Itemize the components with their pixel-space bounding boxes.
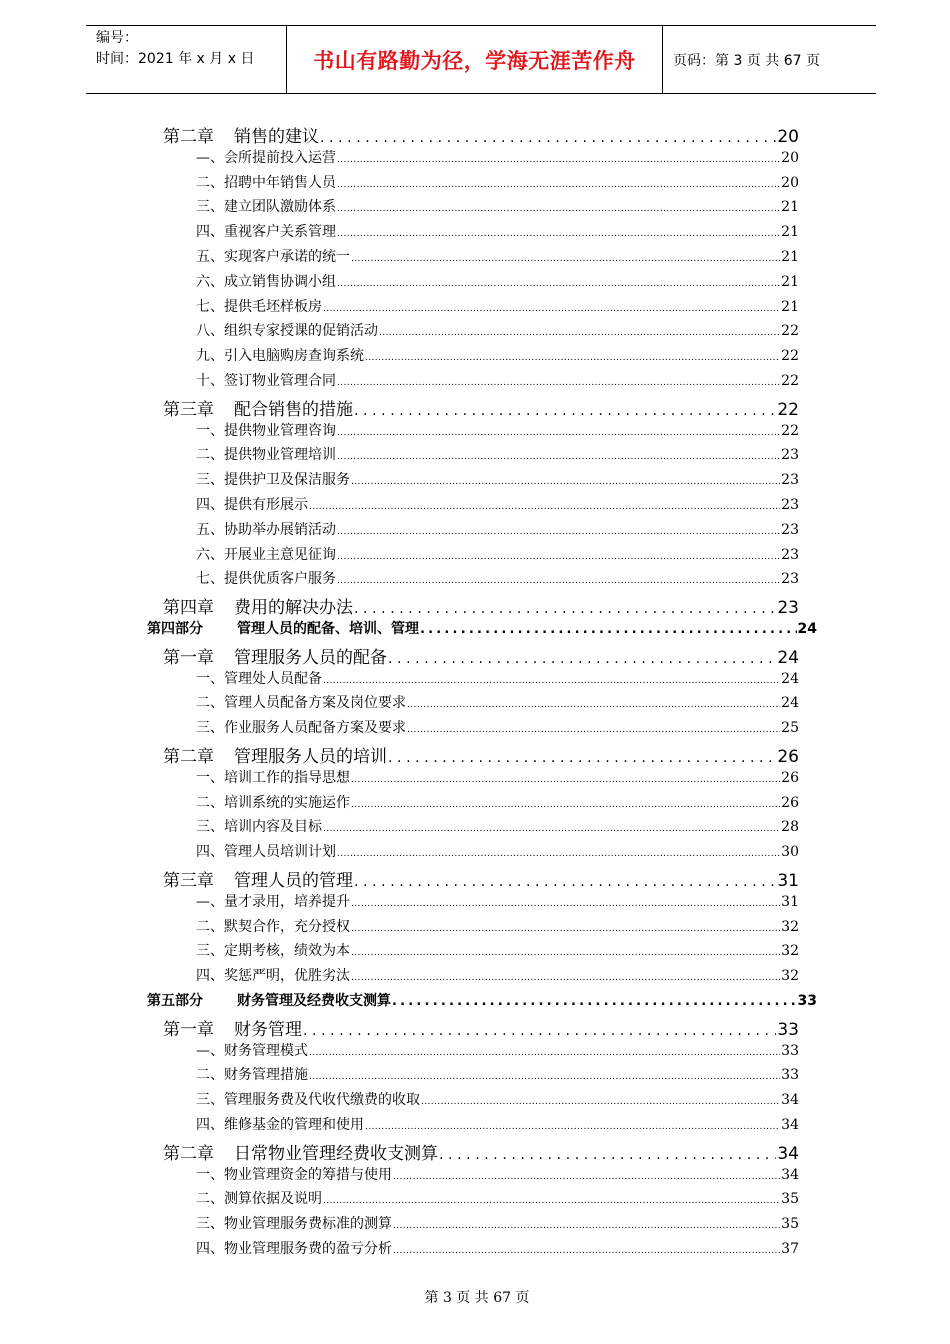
toc-entry-title: 三、管理服务费及代收代缴费的收取 <box>196 1092 420 1109</box>
toc-leader-dots <box>337 552 780 562</box>
toc-entry-title <box>147 990 391 1010</box>
toc-entry-page: 23 <box>781 472 799 489</box>
toc-leader-dots <box>392 994 797 1009</box>
toc-entry-title-text: 销售的建议 <box>234 127 319 147</box>
toc-entry-sec[interactable] <box>196 767 799 791</box>
toc-entry-page: 21 <box>781 249 799 265</box>
header-page-label: 页码：第 3 页 共 67 页 <box>673 52 820 69</box>
toc-leader-dots <box>337 229 780 239</box>
toc-entry-page: 26 <box>777 747 799 767</box>
toc-entry-title: 二、财务管理措施 <box>196 1067 308 1084</box>
toc-leader-dots <box>309 1048 780 1058</box>
toc-entry-title-text: 财务管理 <box>234 1019 302 1040</box>
toc-entry-number: 第三章 <box>163 871 214 891</box>
toc-entry-title: 二、招聘中年销售人员 <box>196 174 336 191</box>
toc-entry-page: 35 <box>781 1191 799 1208</box>
toc-entry-number: 第一章 <box>163 1019 214 1040</box>
toc-entry-page: 31 <box>781 893 799 910</box>
toc-entry-sec[interactable] <box>196 469 799 493</box>
toc-entry-sec[interactable] <box>196 1238 799 1262</box>
toc-entry-ch[interactable] <box>163 122 799 146</box>
toc-entry-sec[interactable] <box>196 940 799 964</box>
toc-leader-dots <box>337 428 780 438</box>
toc-leader-dots <box>354 601 776 617</box>
toc-entry-sec[interactable] <box>196 792 799 816</box>
toc-entry-page: 34 <box>781 1166 799 1183</box>
toc-entry-title: 六、开展业主意见征询 <box>196 546 336 563</box>
toc-entry-sec[interactable] <box>196 668 799 692</box>
toc-entry-number: 第三章 <box>163 399 214 420</box>
toc-entry-number: 第二章 <box>163 1143 214 1164</box>
toc-entry-title: 三、提供护卫及保洁服务 <box>196 472 350 489</box>
toc-entry-part[interactable] <box>147 618 817 642</box>
toc-entry-sec[interactable] <box>196 1114 799 1138</box>
toc-entry-title <box>163 1139 438 1164</box>
toc-entry-page: 22 <box>777 399 799 420</box>
toc-entry-title: 一、培训工作的指导思想 <box>196 769 350 786</box>
toc-entry-number: 第五部分 <box>147 993 203 1009</box>
toc-entry-title: —、财务管理模式 <box>196 1042 308 1059</box>
toc-leader-dots <box>407 700 780 710</box>
toc-entry-page: 20 <box>781 174 799 191</box>
toc-entry-page: 22 <box>781 323 799 340</box>
toc-entry-title: 三、定期考核，绩效为本 <box>196 943 350 960</box>
toc-entry-title: 六、成立销售协调小组 <box>196 273 336 290</box>
toc-leader-dots <box>420 622 797 637</box>
toc-entry-title <box>163 593 353 618</box>
toc-entry-title: 二、培训系统的实施运作 <box>196 794 350 811</box>
toc-entry-page: 22 <box>781 348 799 365</box>
toc-entry-title: 三、作业服务人员配备方案及要求 <box>196 720 406 737</box>
toc-entry-title <box>163 395 353 420</box>
toc-leader-dots <box>337 180 780 190</box>
toc-leader-dots <box>365 353 780 363</box>
toc-leader-dots <box>351 899 780 909</box>
toc-entry-page: 34 <box>777 1143 799 1164</box>
toc-entry-number: 第一章 <box>163 647 214 668</box>
toc-entry-page: 30 <box>781 844 799 861</box>
toc-entry-sec[interactable] <box>196 965 799 989</box>
toc-leader-dots <box>337 527 780 537</box>
toc-entry-part[interactable] <box>147 990 817 1014</box>
toc-entry-number: 第二章 <box>163 747 214 767</box>
toc-entry-page: 21 <box>781 199 799 216</box>
toc-entry-page: 21 <box>781 224 799 241</box>
toc-leader-dots <box>393 1221 780 1231</box>
toc-entry-title: 五、协助举办展销活动 <box>196 521 336 538</box>
toc-leader-dots <box>354 403 776 419</box>
toc-entry-title: 二、测算依据及说明 <box>196 1191 322 1208</box>
toc-entry-title: 一、管理处人员配备 <box>196 670 322 687</box>
toc-leader-dots <box>393 1172 780 1182</box>
toc-entry-title: 一、物业管理资金的筹措与使用 <box>196 1166 392 1183</box>
toc-entry-sec[interactable] <box>196 1040 799 1064</box>
toc-entry-sec[interactable] <box>196 444 799 468</box>
toc-leader-dots <box>337 452 780 462</box>
toc-entry-title: 九、引入电脑购房查询系统 <box>196 348 364 365</box>
toc-entry-page: 32 <box>781 968 799 985</box>
toc-leader-dots <box>303 1023 776 1039</box>
toc-entry-page: 24 <box>781 695 799 712</box>
toc-entry-sec[interactable] <box>196 420 799 444</box>
toc-leader-dots <box>351 948 780 958</box>
toc-entry-title <box>163 643 387 668</box>
toc-leader-dots <box>421 1097 780 1107</box>
toc-entry-page: 31 <box>777 871 799 891</box>
toc-entry-sec[interactable] <box>196 544 799 568</box>
toc-entry-sec[interactable] <box>196 246 799 270</box>
toc-entry-title-text: 日常物业管理经费收支测算 <box>234 1143 438 1164</box>
header-motto: 书山有路勤为径，学海无涯苦作舟 <box>286 26 663 93</box>
toc-entry-page: 24 <box>781 670 799 687</box>
header-time-label: 时间：2021 年 x 月 x 日 <box>96 51 255 67</box>
toc-entry-page: 34 <box>781 1117 799 1133</box>
toc-entry-page: 21 <box>781 273 799 290</box>
toc-entry-sec[interactable] <box>196 172 799 196</box>
toc-entry-page: 24 <box>797 621 817 637</box>
header-meta <box>86 26 286 93</box>
toc-entry-title: 一、提供物业管理咨询 <box>196 422 336 439</box>
toc-leader-dots <box>320 130 776 146</box>
toc-entry-page: 33 <box>781 1067 799 1084</box>
toc-entry-page: 23 <box>781 521 799 538</box>
toc-entry-title: 五、实现客户承诺的统一 <box>196 249 350 265</box>
toc-entry-page: 28 <box>781 819 799 836</box>
toc-entry-title <box>163 866 353 891</box>
toc-entry-page: 23 <box>781 571 799 588</box>
toc-entry-ch[interactable] <box>163 395 799 419</box>
toc-entry-title-text: 管理服务人员的配备 <box>234 647 387 668</box>
toc-entry-number: 第四章 <box>163 598 214 619</box>
toc-entry-page: 33 <box>777 1019 799 1040</box>
toc-entry-sec[interactable] <box>196 1089 799 1113</box>
toc-entry-page: 20 <box>777 127 799 147</box>
toc-entry-ch[interactable] <box>163 643 799 667</box>
toc-entry-title: 四、重视客户关系管理 <box>196 224 336 241</box>
page-header <box>86 25 876 94</box>
toc-leader-dots <box>309 1072 780 1082</box>
toc-leader-dots <box>337 849 780 859</box>
toc-entry-page: 37 <box>781 1241 799 1257</box>
toc-entry-title-text: 管理服务人员的培训 <box>234 747 387 767</box>
toc-entry-sec[interactable] <box>196 196 799 220</box>
toc-leader-dots <box>393 1246 780 1256</box>
toc-entry-number: 第二章 <box>163 127 214 147</box>
toc-entry-title-text: 管理人员的配备、培训、管理 <box>237 621 419 637</box>
toc-entry-title: —、会所提前投入运营 <box>196 149 336 166</box>
toc-entry-sec[interactable] <box>196 370 799 394</box>
toc-leader-dots <box>351 254 780 264</box>
toc-entry-title: 三、建立团队激励体系 <box>196 199 336 216</box>
toc-leader-dots <box>365 1122 780 1132</box>
toc-entry-page: 32 <box>781 918 799 935</box>
toc-entry-title: 二、默契合作，充分授权 <box>196 918 350 935</box>
toc-entry-title <box>147 618 419 638</box>
toc-entry-title: 十、签订物业管理合同 <box>196 373 336 389</box>
toc-entry-title <box>163 122 319 147</box>
toc-leader-dots <box>337 576 780 586</box>
toc-entry-title: 四、提供有形展示 <box>196 497 308 513</box>
toc-entry-ch[interactable] <box>163 593 799 617</box>
toc-leader-dots <box>323 824 780 834</box>
toc-leader-dots <box>351 924 780 934</box>
toc-entry-ch[interactable] <box>163 742 799 766</box>
toc-leader-dots <box>351 477 780 487</box>
toc-entry-ch[interactable] <box>163 1139 799 1163</box>
toc-entry-sec[interactable] <box>196 296 799 320</box>
toc-entry-sec[interactable] <box>196 147 799 171</box>
toc-leader-dots <box>379 328 780 338</box>
toc-entry-sec[interactable] <box>196 221 799 245</box>
toc-entry-page: 23 <box>781 546 799 563</box>
toc-leader-dots <box>309 502 780 512</box>
toc-entry-sec[interactable] <box>196 816 799 840</box>
toc-leader-dots <box>337 204 780 214</box>
toc-entry-ch[interactable] <box>163 866 799 890</box>
toc-entry-sec[interactable] <box>196 519 799 543</box>
toc-entry-page: 24 <box>777 647 799 668</box>
toc-entry-sec[interactable] <box>196 1064 799 1088</box>
toc-entry-sec[interactable] <box>196 717 799 741</box>
toc-entry-page: 23 <box>777 598 799 619</box>
toc-entry-sec[interactable] <box>196 1164 799 1188</box>
toc-entry-title: —、量才录用，培养提升 <box>196 893 350 910</box>
toc-leader-dots <box>337 279 780 289</box>
toc-leader-dots <box>351 973 780 983</box>
toc-entry-title-text: 管理人员的管理 <box>234 871 353 891</box>
toc-leader-dots <box>323 1196 780 1206</box>
toc-entry-title-text: 费用的解决办法 <box>234 598 353 619</box>
toc-leader-dots <box>354 874 776 890</box>
toc-entry-sec[interactable] <box>196 916 799 940</box>
toc-entry-ch[interactable] <box>163 1015 799 1039</box>
header-number-label: 编号： <box>96 30 138 46</box>
toc-entry-sec[interactable] <box>196 692 799 716</box>
toc-entry-title: 七、提供优质客户服务 <box>196 571 336 588</box>
toc-leader-dots <box>337 155 780 165</box>
toc-leader-dots <box>388 750 776 766</box>
toc-entry-page: 23 <box>781 447 799 464</box>
toc-entry-title <box>163 1015 302 1040</box>
toc-entry-sec[interactable] <box>196 345 799 369</box>
toc-entry-title: 四、维修基金的管理和使用 <box>196 1117 364 1133</box>
toc-leader-dots <box>388 651 776 667</box>
toc-entry-title: 八、组织专家授课的促销活动 <box>196 323 378 340</box>
toc-leader-dots <box>351 800 780 810</box>
toc-entry-page: 26 <box>781 794 799 811</box>
toc-entry-title <box>163 742 387 767</box>
toc-entry-sec[interactable] <box>196 1188 799 1212</box>
toc-entry-sec[interactable] <box>196 891 799 915</box>
toc-leader-dots <box>351 775 780 785</box>
toc-entry-number: 第四部分 <box>147 621 203 637</box>
toc-entry-title: 四、管理人员培训计划 <box>196 844 336 861</box>
toc-entry-sec[interactable] <box>196 1213 799 1237</box>
toc-entry-sec[interactable] <box>196 841 799 865</box>
toc-leader-dots <box>337 378 780 388</box>
toc-leader-dots <box>323 676 780 686</box>
toc-entry-page: 22 <box>781 422 799 439</box>
toc-entry-page: 32 <box>781 943 799 960</box>
toc-entry-title-text: 财务管理及经费收支测算 <box>237 993 391 1009</box>
toc-entry-title: 二、管理人员配备方案及岗位要求 <box>196 695 406 712</box>
toc-entry-title-text: 配合销售的措施 <box>234 399 353 420</box>
toc-entry-page: 21 <box>781 298 799 315</box>
toc-entry-sec[interactable] <box>196 568 799 592</box>
toc-leader-dots <box>407 725 780 735</box>
toc-entry-title: 二、提供物业管理培训 <box>196 447 336 464</box>
toc-entry-page: 26 <box>781 769 799 786</box>
toc-leader-dots <box>439 1147 776 1163</box>
toc-entry-page: 22 <box>781 373 799 389</box>
toc-entry-page: 33 <box>781 1042 799 1059</box>
toc-entry-page: 20 <box>781 149 799 166</box>
toc-entry-title: 三、物业管理服务费标准的测算 <box>196 1216 392 1233</box>
toc-entry-page: 23 <box>781 497 799 513</box>
toc-entry-sec[interactable] <box>196 271 799 295</box>
toc-leader-dots <box>323 304 780 314</box>
toc-entry-title: 四、奖惩严明，优胜劣汰 <box>196 968 350 985</box>
toc-entry-page: 34 <box>781 1092 799 1109</box>
page-footer: 第 3 页 共 67 页 <box>424 1290 530 1306</box>
toc-entry-page: 25 <box>781 720 799 737</box>
toc-entry-title: 三、培训内容及目标 <box>196 819 322 836</box>
toc-entry-sec[interactable] <box>196 320 799 344</box>
toc-entry-title: 四、物业管理服务费的盈亏分析 <box>196 1241 392 1257</box>
toc-entry-page: 33 <box>797 993 817 1009</box>
toc-entry-title: 七、提供毛坯样板房 <box>196 298 322 315</box>
toc-entry-page: 35 <box>781 1216 799 1233</box>
toc-entry-sec[interactable] <box>196 494 799 518</box>
